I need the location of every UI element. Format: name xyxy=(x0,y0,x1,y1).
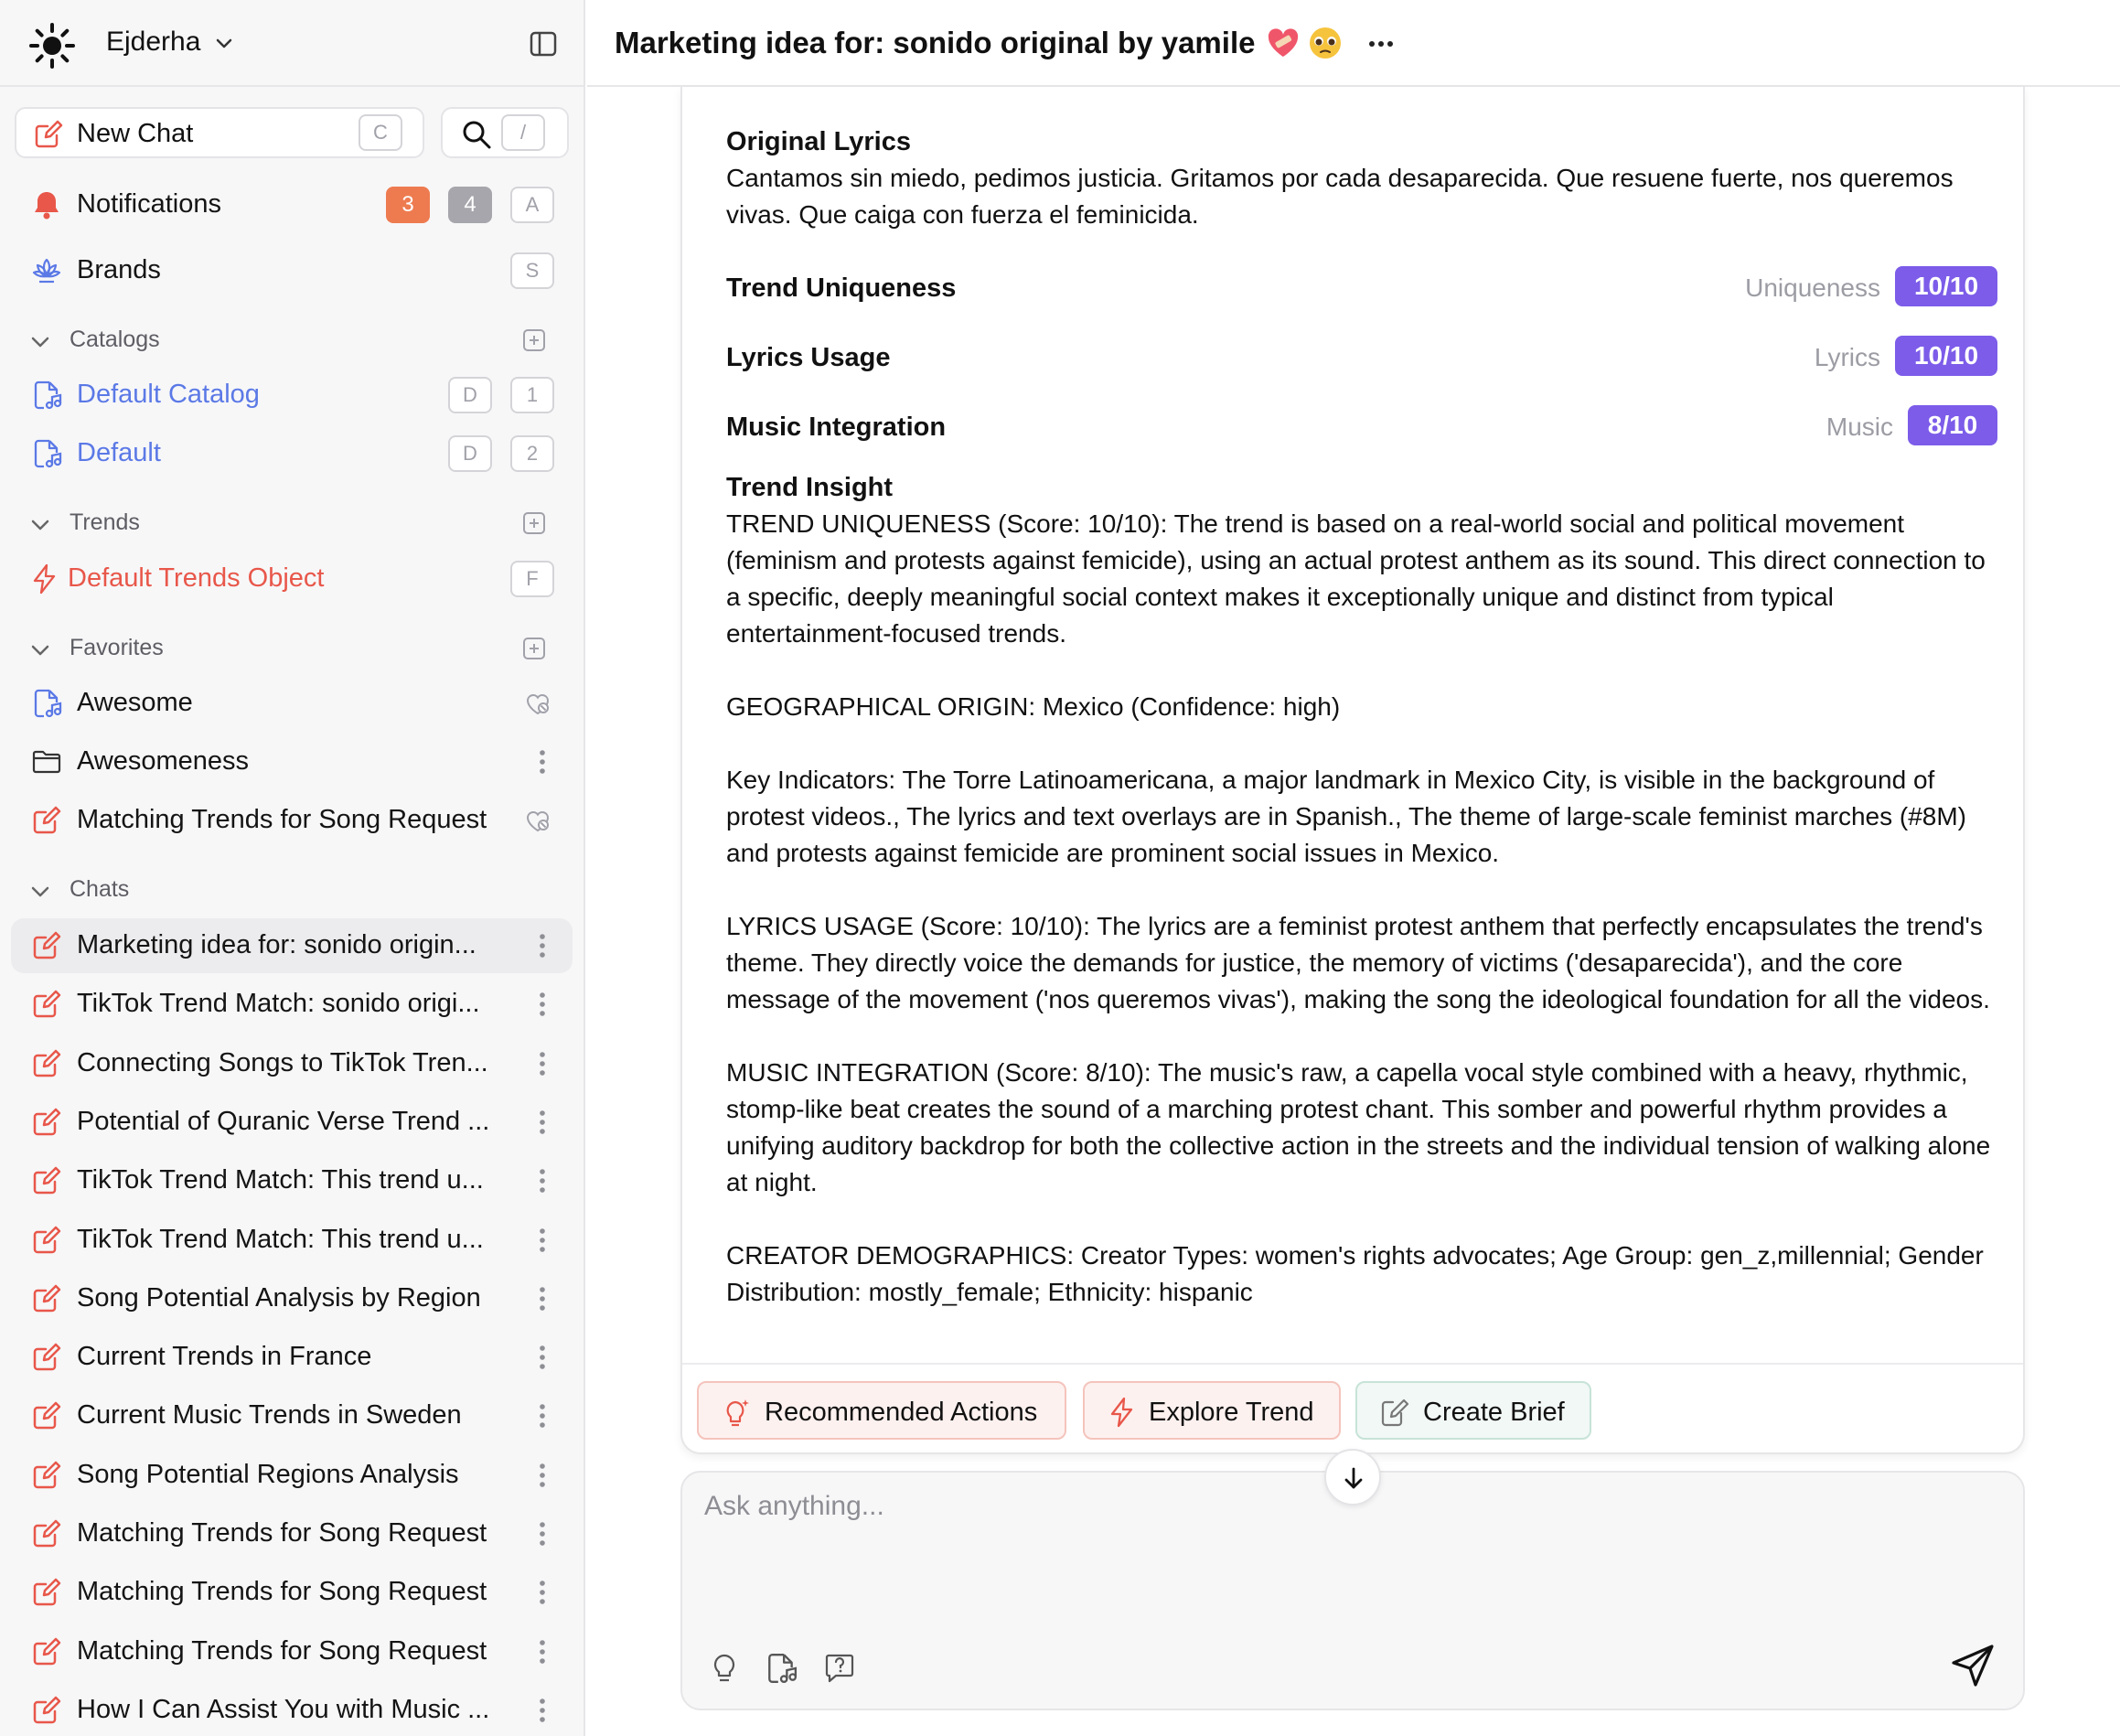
send-icon[interactable] xyxy=(1948,1641,1997,1690)
sparkle-lightbulb-icon xyxy=(721,1397,752,1428)
shortcut-key: F xyxy=(510,561,554,597)
score-heading: Music Integration xyxy=(726,413,947,442)
chat-title: TikTok Trend Match: This trend u... xyxy=(77,1224,484,1254)
chat-title: Connecting Songs to TikTok Tren... xyxy=(77,1047,488,1077)
edit-icon xyxy=(31,1107,62,1138)
chat-title: Marketing idea for: sonido origin... xyxy=(77,930,476,959)
chat-item[interactable] xyxy=(11,918,573,973)
favorite-item[interactable] xyxy=(11,676,573,731)
chat-item[interactable] xyxy=(11,1330,573,1385)
more-vertical-icon[interactable] xyxy=(529,1049,556,1078)
shortcut-key: S xyxy=(510,252,554,289)
edit-icon xyxy=(31,1283,62,1314)
music-file-icon[interactable] xyxy=(765,1652,798,1685)
edit-icon xyxy=(31,989,62,1020)
favorite-item[interactable] xyxy=(11,734,573,789)
shortcut-key: D xyxy=(448,435,492,472)
score-label: Lyrics xyxy=(1814,343,1880,371)
chat-title: TikTok Trend Match: sonido origi... xyxy=(77,989,480,1019)
score-row xyxy=(726,328,1997,398)
arrow-down-icon xyxy=(1341,1465,1366,1491)
shortcut-key: / xyxy=(501,114,545,151)
chat-item[interactable] xyxy=(11,1153,573,1208)
more-vertical-icon[interactable] xyxy=(529,1284,556,1313)
edit-document-icon xyxy=(1379,1397,1410,1428)
lotus-icon xyxy=(31,255,62,286)
section-title: Trends xyxy=(70,509,140,535)
lightning-icon xyxy=(29,563,60,595)
chat-item[interactable] xyxy=(11,1095,573,1150)
chat-title: Song Potential Analysis by Region xyxy=(77,1282,481,1313)
edit-icon xyxy=(31,1518,62,1549)
shortcut-key: 2 xyxy=(510,435,554,472)
scroll-down-button[interactable] xyxy=(1324,1449,1381,1506)
notifications-item[interactable] xyxy=(11,177,573,232)
chevron-down-icon[interactable] xyxy=(214,33,234,53)
favorite-label: Awesomeness xyxy=(77,746,250,776)
chat-item[interactable] xyxy=(11,1683,573,1736)
chat-title: Matching Trends for Song Request xyxy=(77,1577,487,1607)
more-vertical-icon[interactable] xyxy=(529,1461,556,1490)
favorite-item[interactable] xyxy=(11,793,573,848)
lightbulb-icon[interactable] xyxy=(708,1652,741,1685)
explore-trend-button[interactable] xyxy=(1083,1381,1341,1440)
shortcut-key: D xyxy=(448,377,492,413)
edit-icon xyxy=(31,1048,62,1079)
help-message-icon[interactable] xyxy=(823,1652,856,1685)
more-vertical-icon[interactable] xyxy=(529,1226,556,1255)
chat-item[interactable] xyxy=(11,1448,573,1503)
score-label: Uniqueness xyxy=(1745,273,1880,302)
chats-section-header[interactable] xyxy=(27,872,567,908)
notification-count-badge: 3 xyxy=(386,187,430,223)
chat-item[interactable] xyxy=(11,1213,573,1268)
page-title: Marketing idea for: sonido original by yamile xyxy=(615,26,1256,59)
notifications-label: Notifications xyxy=(77,189,221,219)
score-heading: Trend Uniqueness xyxy=(726,273,957,303)
more-vertical-icon[interactable] xyxy=(529,990,556,1019)
section-title: Chats xyxy=(70,876,130,902)
edit-icon xyxy=(33,119,64,150)
main-header xyxy=(587,0,2120,87)
catalogs-section-header[interactable] xyxy=(27,322,567,359)
chevron-down-icon[interactable] xyxy=(29,331,51,353)
insight-paragraph: Key Indicators: The Torre Latinoamericana, a major landmark in Mexico City, is visible in the background of protest videos., The lyrics and text overlays are in Spanish., The theme of large-scale feminist marches (#8M) and protests against femicide are prominent social issues in Mexico. xyxy=(726,766,1967,867)
card-content xyxy=(726,123,1997,1358)
favorite-label: Awesome xyxy=(77,688,193,717)
score-row xyxy=(726,398,1997,467)
score-badge: 8/10 xyxy=(1908,405,1997,445)
chevron-down-icon[interactable] xyxy=(29,514,51,536)
more-vertical-icon[interactable] xyxy=(529,1108,556,1137)
search-icon xyxy=(461,119,492,150)
more-horizontal-icon[interactable] xyxy=(1363,31,1399,57)
chat-item[interactable] xyxy=(11,1624,573,1679)
chat-item[interactable] xyxy=(11,1036,573,1091)
trends-section-header[interactable] xyxy=(27,505,567,541)
catalog-item[interactable] xyxy=(11,426,573,481)
more-vertical-icon[interactable] xyxy=(529,1637,556,1666)
favorite-label: Matching Trends for Song Request xyxy=(77,805,487,834)
sun-icon xyxy=(29,23,75,69)
chat-item[interactable] xyxy=(11,1506,573,1561)
add-icon[interactable] xyxy=(521,510,547,536)
score-badge: 10/10 xyxy=(1895,266,1997,306)
add-icon[interactable] xyxy=(521,636,547,661)
insight-paragraph: LYRICS USAGE (Score: 10/10): The lyrics are a feminist protest anthem that perfectly encapsulates the trend's theme. They directly voice the demands for justice, the memory of victims ('desaparecida'), and the core message of the movement ('nos queremos vivas'), making the song the ideological foundation for all the videos. xyxy=(726,912,1990,1013)
brands-label: Brands xyxy=(77,255,161,284)
folder-icon xyxy=(31,746,62,777)
insight-paragraph: CREATOR DEMOGRAPHICS: Creator Types: women's rights advocates; Age Group: gen_z,millennial; Gender Distribution: mostly_female; Ethnicity: hispanic xyxy=(726,1241,1984,1306)
bell-icon xyxy=(31,189,62,220)
edit-icon xyxy=(31,1636,62,1667)
add-icon[interactable] xyxy=(521,327,547,353)
score-badge: 10/10 xyxy=(1895,336,1997,376)
music-file-icon xyxy=(31,438,62,469)
score-label: Music xyxy=(1826,413,1893,441)
pleading-face-emoji-icon xyxy=(1308,26,1343,60)
chat-title: Song Potential Regions Analysis xyxy=(77,1459,459,1489)
sidebar xyxy=(0,0,585,1736)
chevron-down-icon[interactable] xyxy=(29,881,51,903)
new-chat-button[interactable] xyxy=(15,107,424,158)
chat-title: How I Can Assist You with Music ... xyxy=(77,1694,490,1724)
trend-result-card xyxy=(680,87,2025,1454)
catalog-label: Default xyxy=(77,438,161,467)
button-label: Explore Trend xyxy=(1149,1398,1314,1427)
trend-item[interactable] xyxy=(11,552,573,606)
chat-item[interactable] xyxy=(11,1271,573,1326)
unfavorite-heart-icon[interactable] xyxy=(523,689,552,718)
more-vertical-icon[interactable] xyxy=(529,1343,556,1372)
section-title: Catalogs xyxy=(70,327,160,352)
more-vertical-icon[interactable] xyxy=(529,1578,556,1607)
edit-icon xyxy=(31,1695,62,1726)
shortcut-key: A xyxy=(510,187,554,223)
sidebar-toggle-icon[interactable] xyxy=(529,29,558,59)
new-chat-label: New Chat xyxy=(77,119,194,148)
chat-input[interactable] xyxy=(704,1491,1985,1601)
chat-composer xyxy=(680,1471,2025,1710)
brands-item[interactable] xyxy=(11,243,573,298)
insight-heading: Trend Insight xyxy=(726,473,894,502)
more-vertical-icon[interactable] xyxy=(529,1519,556,1548)
lyrics-heading: Original Lyrics xyxy=(726,127,911,156)
more-vertical-icon[interactable] xyxy=(529,747,556,777)
score-row xyxy=(726,259,1997,328)
trend-label: Default Trends Object xyxy=(68,563,325,593)
notification-count-badge: 4 xyxy=(448,187,492,223)
favorites-section-header[interactable] xyxy=(27,630,567,667)
sidebar-header xyxy=(0,0,584,87)
catalog-label: Default Catalog xyxy=(77,380,260,409)
create-brief-button[interactable] xyxy=(1355,1381,1591,1440)
lightning-icon xyxy=(1107,1397,1138,1428)
chat-title: Matching Trends for Song Request xyxy=(77,1635,487,1666)
button-label: Recommended Actions xyxy=(765,1398,1038,1427)
catalog-item[interactable] xyxy=(11,368,573,423)
edit-icon xyxy=(31,1342,62,1373)
section-title: Favorites xyxy=(70,635,164,660)
recommended-actions-button[interactable] xyxy=(697,1381,1066,1440)
chat-title: Matching Trends for Song Request xyxy=(77,1518,487,1548)
lyrics-text: Cantamos sin miedo, pedimos justicia. Gritamos por cada desaparecida. Que resuene fuerte, nos queremos vivas. Que caiga con fuerza el feminicida. xyxy=(726,164,1954,229)
chevron-down-icon[interactable] xyxy=(29,639,51,661)
more-vertical-icon[interactable] xyxy=(529,1401,556,1431)
search-button[interactable] xyxy=(441,107,569,158)
edit-icon xyxy=(31,930,62,961)
more-vertical-icon[interactable] xyxy=(529,931,556,960)
insight-paragraph: TREND UNIQUENESS (Score: 10/10): The trend is based on a real-world social and political movement (feminism and protests against femicide), using an actual protest anthem as its sound. This direct connection to a specific, deeply meaningful social context makes it exceptionally unique and distinct from typical entertainment-focused trends. xyxy=(726,509,1986,648)
edit-icon xyxy=(31,1460,62,1491)
insight-paragraph: MUSIC INTEGRATION (Score: 8/10): The music's raw, a capella vocal style combined with a heavy, rhythmic, stomp-like beat creates the sound of a marching protest chant. This somber and powerful rhythm provides a unifying auditory backdrop for both the collective action in the streets and the individual tension of walking alone at night. xyxy=(726,1058,1991,1196)
shortcut-key: C xyxy=(359,114,402,151)
music-file-icon xyxy=(31,688,62,719)
edit-icon xyxy=(31,1165,62,1196)
mending-heart-emoji-icon xyxy=(1266,26,1301,60)
edit-icon xyxy=(31,1225,62,1256)
more-vertical-icon[interactable] xyxy=(529,1696,556,1725)
chat-title: Potential of Quranic Verse Trend ... xyxy=(77,1106,490,1136)
card-actions xyxy=(682,1363,2023,1454)
workspace-name[interactable]: Ejderha xyxy=(106,27,201,57)
chat-title: Current Trends in France xyxy=(77,1342,372,1372)
more-vertical-icon[interactable] xyxy=(529,1166,556,1195)
button-label: Create Brief xyxy=(1423,1398,1565,1427)
edit-icon xyxy=(31,805,62,836)
shortcut-key: 1 xyxy=(510,377,554,413)
edit-icon xyxy=(31,1577,62,1608)
music-file-icon xyxy=(31,380,62,411)
insight-paragraph: GEOGRAPHICAL ORIGIN: Mexico (Confidence: high) xyxy=(726,692,1341,721)
chat-item[interactable] xyxy=(11,1388,573,1443)
chat-title: TikTok Trend Match: This trend u... xyxy=(77,1165,484,1195)
chat-title: Current Music Trends in Sweden xyxy=(77,1400,462,1431)
edit-icon xyxy=(31,1400,62,1431)
unfavorite-heart-icon[interactable] xyxy=(523,806,552,835)
chat-item[interactable] xyxy=(11,977,573,1032)
score-heading: Lyrics Usage xyxy=(726,343,891,372)
chat-item[interactable] xyxy=(11,1565,573,1620)
